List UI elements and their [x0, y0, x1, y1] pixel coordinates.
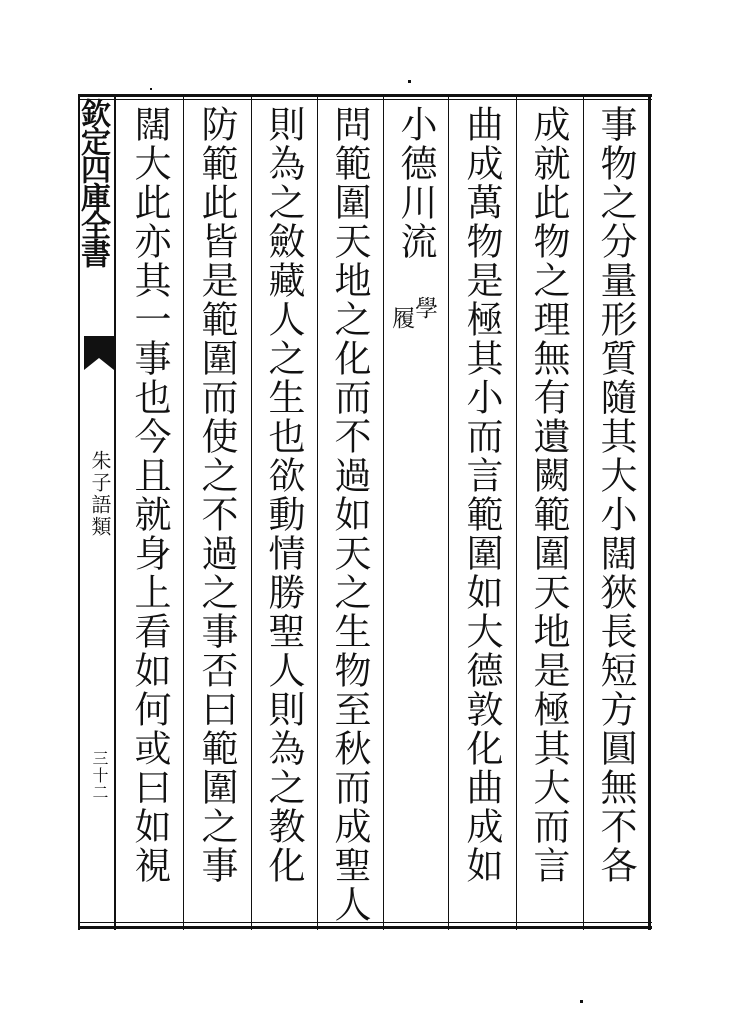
text-column-1: 事物之分量形質隨其大小闊狹長短方圓無不各	[594, 105, 637, 885]
gutter-banner-title: 欽定四庫全書	[75, 98, 110, 266]
ink-speck	[580, 1000, 583, 1003]
column-divider	[383, 95, 384, 930]
text-column-6: 則為之斂藏人之生也欲動情勝聖人則為之教化	[262, 105, 305, 885]
annotation-note-right: 學	[411, 296, 438, 320]
gutter-book-title: 朱子語類	[88, 450, 112, 538]
column-divider	[183, 95, 184, 930]
column-divider	[516, 95, 517, 930]
ink-speck	[150, 88, 152, 90]
ink-speck	[408, 80, 411, 83]
text-column-2: 成就此物之理無有遺闕範圍天地是極其大而言	[527, 105, 570, 885]
text-column-5: 問範圍天地之化而不過如天之生物至秋而成聖人	[328, 105, 371, 924]
top-border-inner	[78, 99, 652, 100]
column-divider	[251, 95, 252, 930]
text-column-4: 小德川流	[394, 105, 437, 261]
text-column-8: 闊大此亦其一事也今且就身上看如何或曰如視	[128, 105, 171, 885]
fish-tail-mark-icon	[84, 336, 114, 370]
gutter-page-number: 三十二	[90, 750, 109, 801]
column-divider	[317, 95, 318, 930]
right-border	[648, 95, 651, 930]
text-column-3: 曲成萬物是極其小而言範圍如大德敦化曲成如	[460, 105, 503, 885]
column-divider	[583, 95, 584, 930]
text-column-7: 防範此皆是範圍而使之不過之事否曰範圍之事	[195, 105, 238, 885]
top-border-outer	[78, 94, 652, 97]
annotation-note-left: 履	[388, 306, 415, 330]
column-divider	[448, 95, 449, 930]
bottom-border-outer	[78, 926, 652, 929]
